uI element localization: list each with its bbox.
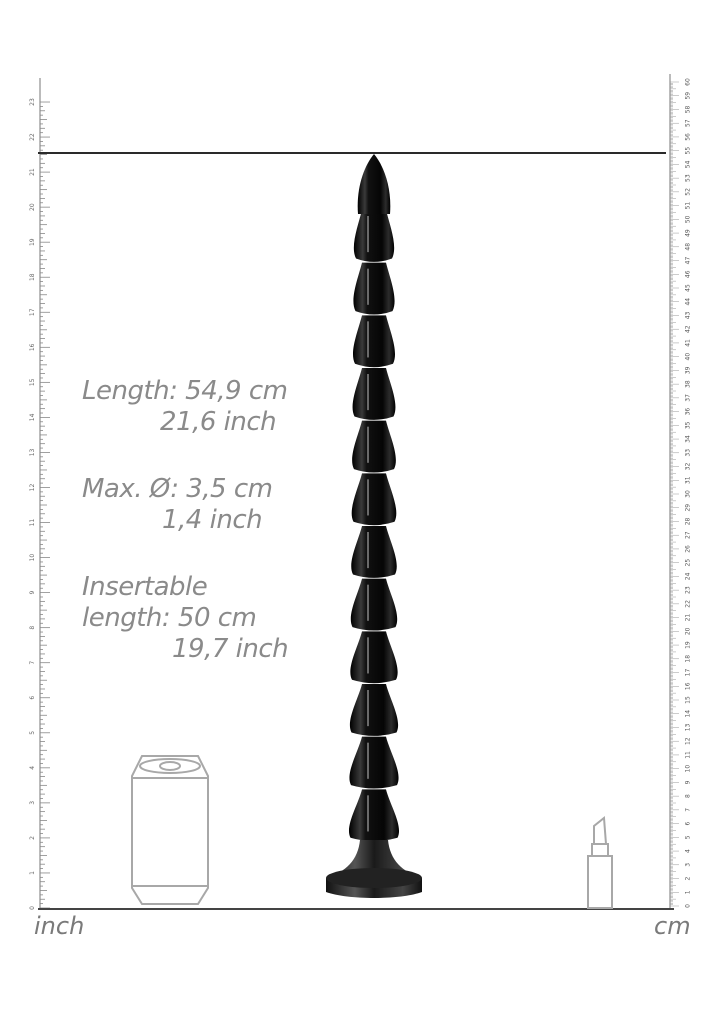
cm-tick-label: 5 <box>684 835 692 840</box>
cm-tick-label: 9 <box>684 780 692 785</box>
length-inch: 21,6 inch <box>160 407 277 437</box>
cm-tick-label: 20 <box>684 627 692 636</box>
tip-shape <box>358 154 391 214</box>
cm-tick-label: 38 <box>684 380 692 388</box>
inch-tick-label: 5 <box>29 730 36 735</box>
cm-tick-label: 6 <box>684 821 692 826</box>
cm-tick-label: 49 <box>684 229 692 237</box>
cm-tick-label: 37 <box>684 394 692 402</box>
cm-tick-label: 11 <box>684 751 692 759</box>
cm-tick-label: 40 <box>684 352 692 361</box>
cm-tick-label: 52 <box>684 188 692 196</box>
cm-tick-label: 10 <box>684 764 692 773</box>
insertable-title: Insertable <box>82 572 208 602</box>
cm-tick-label: 8 <box>684 794 692 799</box>
bead-segment <box>350 631 397 683</box>
cm-tick-label: 16 <box>684 682 692 691</box>
cm-tick-label: 59 <box>684 91 692 100</box>
cm-tick-label: 27 <box>684 531 692 540</box>
bead-segment <box>353 263 394 315</box>
inch-tick-label: 1 <box>29 871 36 875</box>
bead-segment <box>351 526 397 578</box>
inch-tick-label: 22 <box>29 133 36 141</box>
inch-tick-label: 0 <box>29 906 36 910</box>
bead-segment <box>353 368 396 420</box>
inch-tick-label: 12 <box>29 483 36 492</box>
cm-tick-label: 15 <box>684 696 692 704</box>
inch-tick-label: 2 <box>29 836 36 840</box>
diameter-spec <box>82 474 342 536</box>
inch-tick-label: 16 <box>29 343 36 352</box>
cm-ruler <box>668 74 698 910</box>
cm-tick-label: 28 <box>684 517 692 526</box>
cm-tick-label: 31 <box>684 476 692 485</box>
cm-unit-label: cm <box>654 912 691 940</box>
cm-tick-label: 33 <box>684 448 692 457</box>
cm-tick-label: 48 <box>684 242 692 251</box>
cm-tick-label: 45 <box>684 284 692 292</box>
cm-tick-label: 24 <box>684 572 692 581</box>
cm-tick-label: 17 <box>684 668 692 677</box>
soda-can-icon <box>124 752 216 910</box>
bead-segment <box>351 579 397 631</box>
cm-tick-label: 41 <box>684 339 692 347</box>
inch-tick-label: 4 <box>29 765 36 770</box>
cm-tick-label: 32 <box>684 462 692 471</box>
diameter-inch: 1,4 inch <box>162 505 263 535</box>
inch-tick-label: 19 <box>29 238 36 247</box>
cm-tick-label: 2 <box>684 876 692 881</box>
cm-tick-label: 43 <box>684 311 692 320</box>
cm-tick-label: 58 <box>684 105 692 114</box>
cm-tick-label: 34 <box>684 435 692 443</box>
inch-tick-label: 8 <box>29 625 36 630</box>
diameter-cm: Max. Ø: 3,5 cm <box>82 474 273 504</box>
cm-tick-label: 0 <box>684 904 692 908</box>
inch-ruler <box>28 78 52 910</box>
cm-tick-label: 19 <box>684 641 692 649</box>
cm-tick-label: 22 <box>684 600 692 608</box>
cm-tick-label: 39 <box>684 366 692 375</box>
length-cm: Length: 54,9 cm <box>82 376 288 406</box>
cm-tick-label: 26 <box>684 545 692 553</box>
bead-segment <box>352 473 397 525</box>
insertable-inch: 19,7 inch <box>172 634 289 664</box>
cm-tick-label: 13 <box>684 723 692 732</box>
inch-tick-label: 9 <box>29 590 36 595</box>
inch-tick-label: 10 <box>29 553 36 562</box>
insertable-spec <box>82 572 342 665</box>
cm-tick-label: 57 <box>684 119 692 128</box>
dimension-specs <box>82 376 342 701</box>
cm-tick-label: 7 <box>684 807 692 812</box>
cm-tick-label: 36 <box>684 407 692 416</box>
cm-tick-label: 4 <box>684 849 692 853</box>
inch-tick-label: 13 <box>29 448 36 457</box>
cm-tick-label: 1 <box>684 890 692 895</box>
inch-tick-label: 7 <box>29 660 36 665</box>
cm-tick-label: 51 <box>684 201 692 210</box>
inch-tick-label: 15 <box>29 378 36 387</box>
bead-segment <box>352 421 396 473</box>
cm-tick-label: 18 <box>684 654 692 663</box>
bead-segment <box>349 789 399 841</box>
bead-segment <box>354 210 394 262</box>
cm-tick-label: 29 <box>684 503 692 512</box>
inch-tick-label: 21 <box>29 168 36 176</box>
length-spec <box>82 376 342 438</box>
product-illustration <box>318 150 430 908</box>
inch-tick-label: 11 <box>29 518 36 527</box>
bead-segment <box>350 684 398 736</box>
bead-segment <box>349 737 398 789</box>
inch-tick-label: 17 <box>29 308 36 317</box>
cm-tick-label: 35 <box>684 421 692 430</box>
inch-tick-label: 6 <box>29 695 36 700</box>
cm-tick-label: 44 <box>684 297 692 306</box>
cm-tick-label: 47 <box>684 256 692 265</box>
cm-tick-label: 25 <box>684 558 692 567</box>
inch-unit-label: inch <box>34 912 85 940</box>
cm-tick-label: 54 <box>684 160 692 169</box>
cm-tick-label: 3 <box>684 862 692 867</box>
inch-tick-label: 20 <box>29 203 36 211</box>
inch-tick-label: 14 <box>29 413 36 422</box>
lipstick-icon <box>584 816 616 910</box>
cm-tick-label: 53 <box>684 174 692 182</box>
cm-tick-label: 21 <box>684 613 692 622</box>
cm-tick-label: 46 <box>684 270 692 279</box>
cm-tick-label: 50 <box>684 215 692 224</box>
cm-tick-label: 42 <box>684 325 692 334</box>
cm-tick-label: 30 <box>684 490 692 498</box>
inch-tick-label: 3 <box>29 800 36 805</box>
cm-tick-label: 60 <box>684 78 692 86</box>
cm-tick-label: 14 <box>684 709 692 718</box>
inch-tick-label: 18 <box>29 273 36 282</box>
cm-tick-label: 23 <box>684 586 692 594</box>
cm-tick-label: 55 <box>684 146 692 155</box>
insertable-cm: length: 50 cm <box>82 603 257 633</box>
bead-segment <box>353 315 395 367</box>
inch-tick-label: 23 <box>29 98 36 106</box>
cm-tick-label: 12 <box>684 737 692 746</box>
cm-tick-label: 56 <box>684 133 692 141</box>
